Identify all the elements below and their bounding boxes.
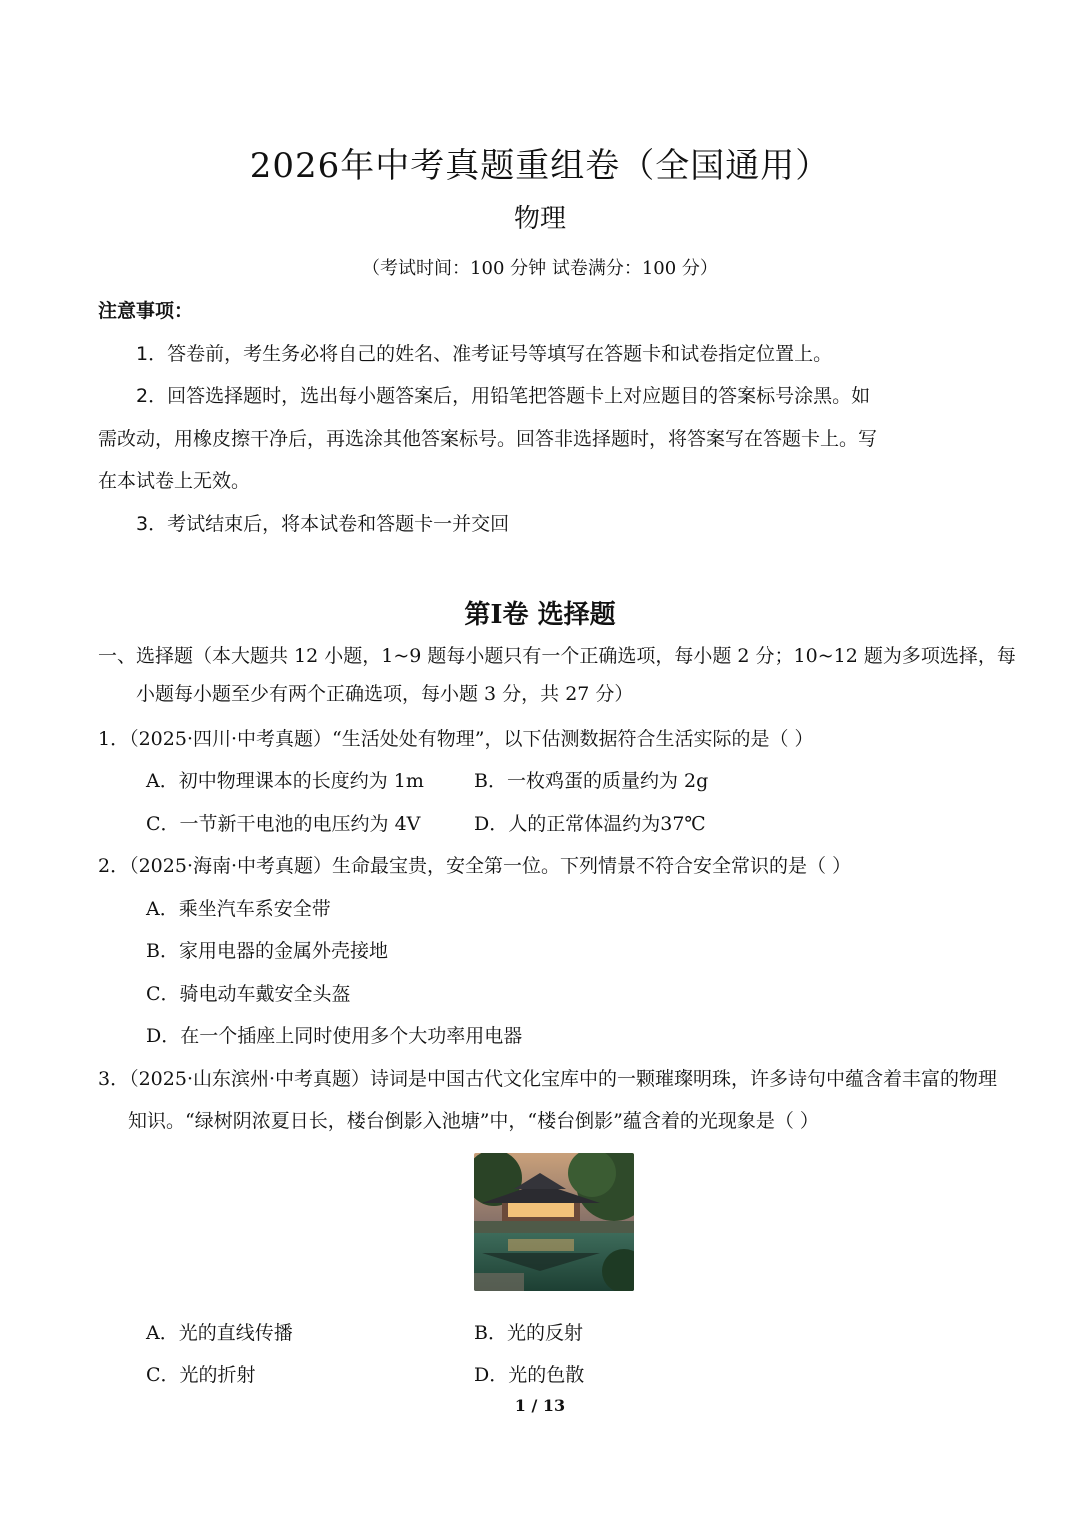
notice-item-2-line-1: 2．回答选择题时，选出每小题答案后，用铅笔把答题卡上对应题目的答案标号涂黑。如 [136,385,871,407]
question-3-option-a: A．光的直线传播 [146,1322,293,1344]
notice-item-3: 3．考试结束后，将本试卷和答题卡一并交回 [136,513,510,535]
pavilion-reflection-photo [474,1153,634,1291]
question-2-stem: 2．（2025·海南·中考真题）生命最宝贵，安全第一位。下列情景不符合安全常识的是（ ） [98,855,852,877]
section-intro-line-2: 小题每小题至少有两个正确选项，每小题 3 分，共 27 分） [136,683,634,705]
question-3-stem-line-2: 知识。“绿树阴浓夏日长，楼台倒影入池塘”中，“楼台倒影”蕴含着的光现象是（ ） [128,1110,819,1132]
question-1-stem: 1．（2025·四川·中考真题）“生活处处有物理”，以下估测数据符合生活实际的是（ ） [98,728,814,750]
question-2-option-b: B．家用电器的金属外壳接地 [146,940,388,962]
question-3-option-d: D．光的色散 [474,1364,585,1386]
question-1-option-b: B．一枚鸡蛋的质量约为 2g [474,770,709,792]
question-1-option-c: C．一节新干电池的电压约为 4V [146,813,421,835]
question-3-option-b: B．光的反射 [474,1322,583,1344]
exam-info: （考试时间：100 分钟 试卷满分：100 分） [362,258,718,279]
question-2-option-a: A．乘坐汽车系安全带 [146,898,331,920]
question-1-option-a: A．初中物理课本的长度约为 1m [146,770,424,792]
notice-heading: 注意事项： [98,300,194,322]
question-2-option-d: D．在一个插座上同时使用多个大功率用电器 [146,1025,523,1047]
section-intro-line-1: 一、选择题（本大题共 12 小题，1~9 题每小题只有一个正确选项，每小题 2 分；10~12 题为多项选择，每 [98,645,1016,667]
notice-item-2-line-3: 在本试卷上无效。 [98,470,251,492]
page-number: 1 / 13 [514,1396,566,1415]
section-title: 第I卷 选择题 [464,600,616,630]
notice-item-1: 1．答卷前，考生务必将自己的姓名、准考证号等填写在答题卡和试卷指定位置上。 [136,343,833,365]
question-3-stem-line-1: 3．（2025·山东滨州·中考真题）诗词是中国古代文化宝库中的一颗璀璨明珠，许多诗句中蕴含着丰富的物理 [98,1068,998,1090]
notice-item-2-line-2: 需改动，用橡皮擦干净后，再选涂其他答案标号。回答非选择题时，将答案写在答题卡上。写 [98,428,878,450]
question-3-option-c: C．光的折射 [146,1364,256,1386]
subject-title: 物理 [513,204,566,234]
question-1-option-d: D．人的正常体温约为37℃ [474,813,706,835]
exam-title: 2026年中考真题重组卷（全国通用） [249,146,831,186]
question-2-option-c: C．骑电动车戴安全头盔 [146,983,351,1005]
